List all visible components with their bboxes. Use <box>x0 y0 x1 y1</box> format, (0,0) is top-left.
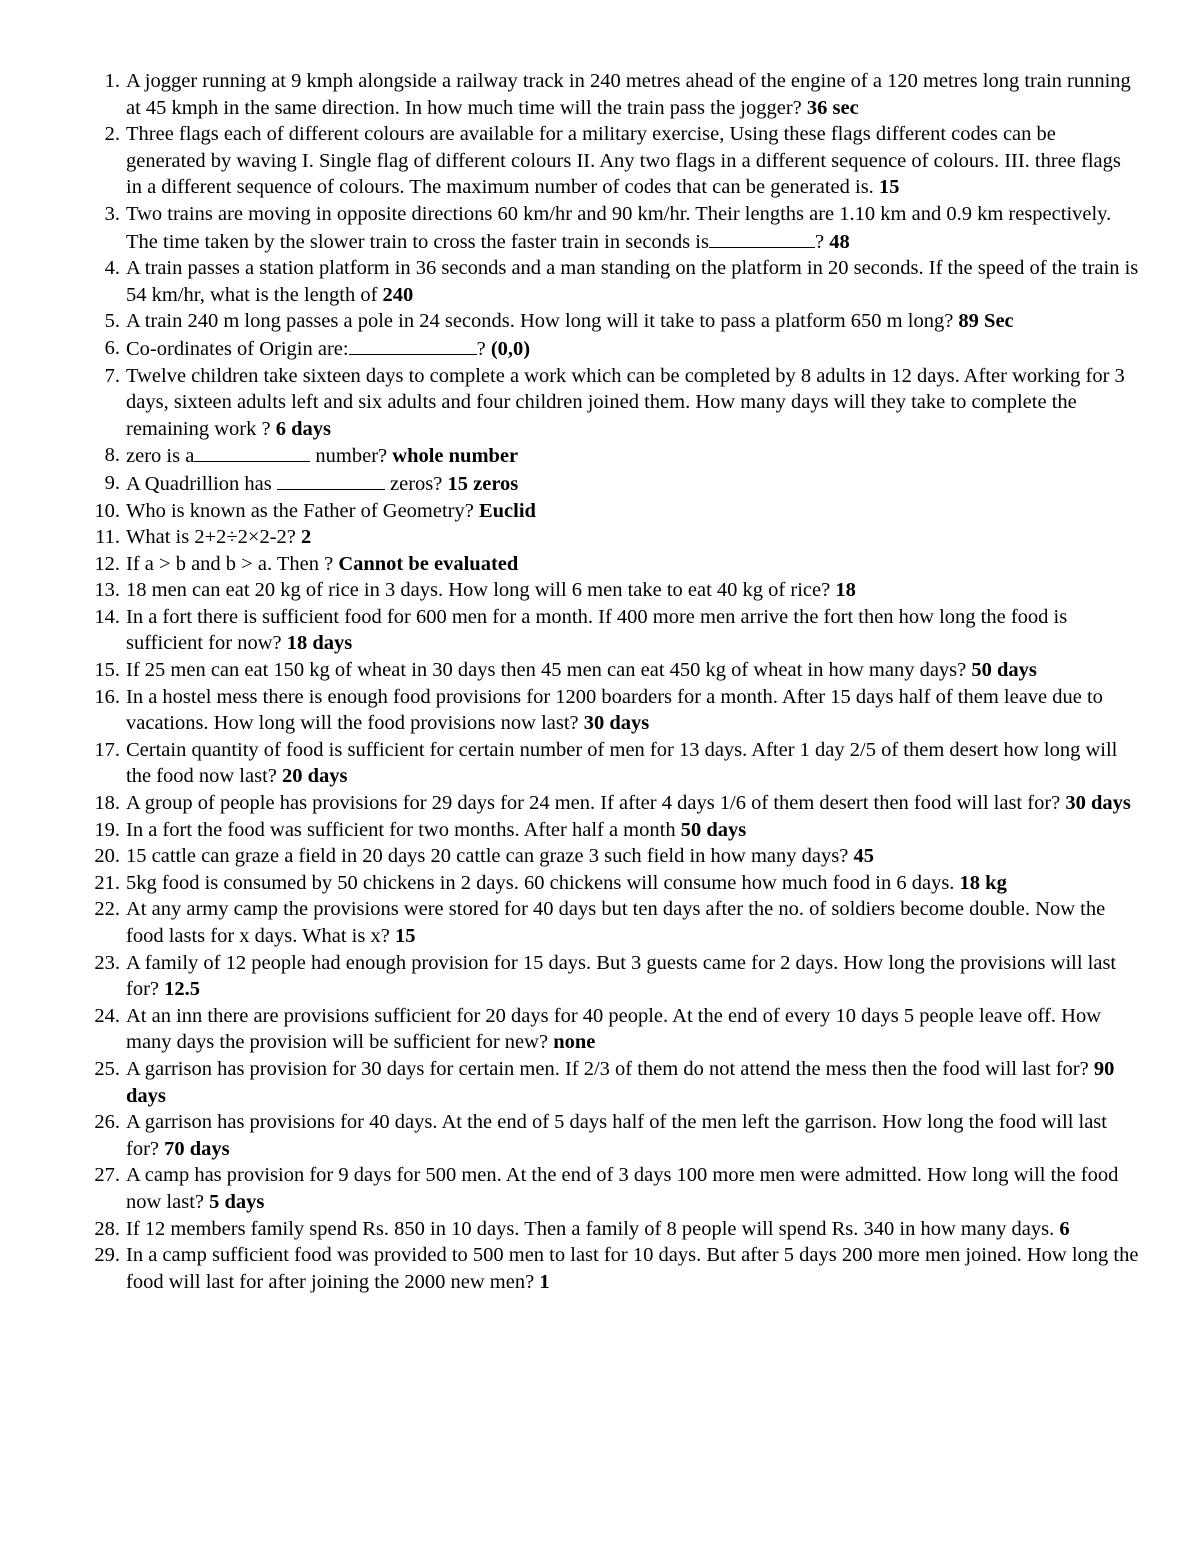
question-item <box>0 498 1140 525</box>
question-number: 23. <box>94 951 120 974</box>
question-item <box>0 790 1140 817</box>
question-number: 13. <box>94 579 120 602</box>
question-text: If 25 men can eat 150 kg of wheat in 30 days then 45 men can eat 450 kg of wheat in how many days? <box>126 659 972 682</box>
question-item <box>0 604 1140 657</box>
question-item <box>0 1242 1140 1295</box>
question-text: A train 240 m long passes a pole in 24 seconds. How long will it take to pass a platform 650 m long? <box>126 310 959 333</box>
question-item <box>0 308 1140 335</box>
question-text: Co-ordinates of Origin are: <box>126 337 349 360</box>
answer-text: 20 days <box>282 765 348 788</box>
question-text: zeros? <box>384 472 448 495</box>
question-item <box>0 68 1140 121</box>
answer-blank <box>709 228 815 248</box>
answer-text: 6 <box>1059 1217 1070 1240</box>
answer-blank <box>349 335 477 355</box>
question-number: 2. <box>104 123 120 146</box>
answer-text: 45 <box>853 845 874 868</box>
question-number: 27. <box>94 1164 120 1187</box>
answer-text: 50 days <box>971 659 1037 682</box>
answer-text: (0,0) <box>490 337 531 360</box>
question-number: 25. <box>94 1057 120 1080</box>
question-item <box>0 335 1140 363</box>
question-item <box>0 255 1140 308</box>
question-number: 29. <box>94 1244 120 1267</box>
answer-text: 18 days <box>286 632 353 655</box>
question-item <box>0 896 1140 949</box>
question-text: Three flags each of different colours are available for a military exercise, Using these flags different codes can be generated by waving I. Single flag of different colours II. Any two flags in a different sequence of colours. III. three flags in a different sequence of colours. The maximum number of codes that can be generated is. <box>126 123 1121 199</box>
question-item <box>0 577 1140 604</box>
answer-text: 1 <box>539 1270 550 1293</box>
question-text: A group of people has provisions for 29 days for 24 men. If after 4 days 1/6 of them desert then food will last for? <box>126 792 1066 815</box>
question-number: 3. <box>104 202 120 225</box>
question-item <box>0 524 1140 551</box>
question-text: If a > b and b > a. Then ? <box>126 552 339 575</box>
answer-text: 15 <box>878 176 900 199</box>
question-number: 28. <box>94 1217 120 1240</box>
question-item <box>0 1003 1140 1056</box>
question-item <box>0 1216 1140 1243</box>
question-text: What is 2+2÷2×2-2? <box>126 526 301 549</box>
answer-text: 36 sec <box>806 96 859 119</box>
question-text: At an inn there are provisions sufficient for 20 days for 40 people. At the end of every 10 days 5 people leave off. How many days the provision will be sufficient for new? <box>126 1004 1102 1054</box>
question-number: 11. <box>95 526 120 549</box>
answer-text: Cannot be evaluated <box>338 552 519 575</box>
question-text: 5kg food is consumed by 50 chickens in 2 days. 60 chickens will consume how much food in 6 days. <box>126 871 960 894</box>
question-number: 22. <box>94 898 120 921</box>
question-text: A garrison has provision for 30 days for certain men. If 2/3 of them do not attend the mess then the food will last for? <box>126 1057 1094 1080</box>
answer-text: 30 days <box>583 712 650 735</box>
question-number: 26. <box>94 1111 120 1134</box>
question-text: A Quadrillion has <box>126 472 277 495</box>
question-text: In a camp sufficient food was provided to 500 men to last for 10 days. But after 5 days 200 more men joined. How long the food will last for after joining the 2000 new men? <box>126 1244 1139 1293</box>
answer-text: 15 <box>394 925 416 947</box>
question-item <box>0 121 1140 201</box>
answer-text: 2 <box>301 526 312 549</box>
answer-text: none <box>553 1031 596 1054</box>
question-text: Who is known as the Father of Geometry? <box>126 499 479 522</box>
question-number: 8. <box>104 444 120 467</box>
question-text: In a fort the food was sufficient for two months. After half a month <box>126 818 681 841</box>
question-number: 1. <box>104 70 120 92</box>
question-number: 5. <box>104 310 120 333</box>
question-number: 6. <box>104 336 120 359</box>
answer-text: 240 <box>382 283 414 306</box>
question-text: A garrison has provisions for 40 days. At the end of 5 days half of the men left the garrison. How long the food will last for? <box>126 1111 1107 1160</box>
answer-blank <box>277 470 385 490</box>
answer-blank <box>194 442 310 462</box>
answer-text: 6 days <box>275 417 331 440</box>
question-text: In a hostel mess there is enough food provisions for 1200 boarders for a month. After 15 days half of them leave due to vacations. How long will the food provisions now last? <box>126 685 1103 735</box>
question-text: Two trains are moving in opposite directions 60 km/hr and 90 km/hr. Their lengths are 1.10 km and 0.9 km respectively. The time taken by the slower train to cross the faster train in seconds is <box>126 202 1112 253</box>
question-item <box>0 684 1140 737</box>
question-item <box>0 1109 1140 1162</box>
question-number: 16. <box>94 685 120 708</box>
question-item <box>0 843 1140 870</box>
question-item <box>0 442 1140 470</box>
question-number: 20. <box>94 845 120 868</box>
question-text: In a fort there is sufficient food for 600 men for a month. If 400 more men arrive the fort then how long the food is sufficient for now? <box>126 605 1068 655</box>
question-item <box>0 870 1140 897</box>
question-text: A jogger running at 9 kmph alongside a railway track in 240 metres ahead of the engine of a 120 metres long train running at 45 kmph in the same direction. In how much time will the train pass the jogger? <box>126 70 1131 119</box>
question-number: 15. <box>94 659 120 682</box>
answer-text: 18 <box>835 579 856 602</box>
question-text: A camp has provision for 9 days for 500 men. At the end of 3 days 100 more men were admitted. How long will the food now last? <box>126 1164 1119 1213</box>
question-text: ? <box>476 337 491 360</box>
answer-text: 48 <box>829 230 850 253</box>
question-text: At any army camp the provisions were stored for 40 days but ten days after the no. of soldiers become double. Now the food lasts for x days. What is x? <box>126 898 1106 947</box>
question-item <box>0 950 1140 1003</box>
question-item <box>0 470 1140 498</box>
question-number: 12. <box>94 552 120 575</box>
question-number: 21. <box>94 871 120 894</box>
question-number: 19. <box>94 818 120 841</box>
question-text: number? <box>310 445 393 468</box>
answer-text: 50 days <box>680 818 747 841</box>
question-number: 4. <box>104 257 120 280</box>
question-number: 17. <box>94 738 120 761</box>
answer-text: 90 days <box>126 1057 1115 1107</box>
answer-text: 15 zeros <box>447 472 519 495</box>
question-item <box>0 737 1140 790</box>
question-text: 18 men can eat 20 kg of rice in 3 days. How long will 6 men take to eat 40 kg of rice? <box>126 579 836 602</box>
question-item <box>0 817 1140 844</box>
answer-text: 18 kg <box>959 871 1007 894</box>
answer-text: 12.5 <box>164 978 201 1001</box>
question-text: Certain quantity of food is sufficient for certain number of men for 13 days. After 1 day 2/5 of them desert how long will the food now last? <box>126 738 1118 788</box>
question-number: 18. <box>94 792 120 815</box>
question-text: Twelve children take sixteen days to complete a work which can be completed by 8 adults in 12 days. After working for 3 days, sixteen adults left and six adults and four children joined them. How many days will they take to complete the remaining work ? <box>126 364 1125 440</box>
question-item <box>0 657 1140 684</box>
question-text: zero is a <box>126 445 195 468</box>
question-text: 15 cattle can graze a field in 20 days 20 cattle can graze 3 such field in how many days? <box>126 845 854 868</box>
answer-text: whole number <box>392 445 519 468</box>
question-number: 7. <box>104 364 120 387</box>
question-number: 9. <box>104 471 120 494</box>
question-list <box>0 68 1140 1295</box>
answer-text: 89 Sec <box>958 310 1014 333</box>
question-text: A family of 12 people had enough provision for 15 days. But 3 guests came for 2 days. How long the provisions will last for? <box>126 951 1117 1001</box>
answer-text: Euclid <box>478 499 536 522</box>
question-text: ? <box>814 230 830 253</box>
question-number: 10. <box>94 499 120 522</box>
question-number: 24. <box>94 1004 120 1027</box>
question-item <box>0 1162 1140 1215</box>
answer-text: 5 days <box>209 1190 265 1213</box>
question-text: If 12 members family spend Rs. 850 in 10 days. Then a family of 8 people will spend Rs. 340 in how many days. <box>126 1217 1060 1240</box>
answer-text: 70 days <box>164 1137 230 1160</box>
question-item <box>0 1056 1140 1109</box>
question-item <box>0 201 1140 255</box>
question-text: A train passes a station platform in 36 seconds and a man standing on the platform in 20 seconds. If the speed of the train is 54 km/hr, what is the length of <box>126 257 1139 306</box>
question-number: 14. <box>94 605 120 628</box>
answer-text: 30 days <box>1065 792 1131 815</box>
question-item <box>0 363 1140 443</box>
question-item <box>0 551 1140 578</box>
